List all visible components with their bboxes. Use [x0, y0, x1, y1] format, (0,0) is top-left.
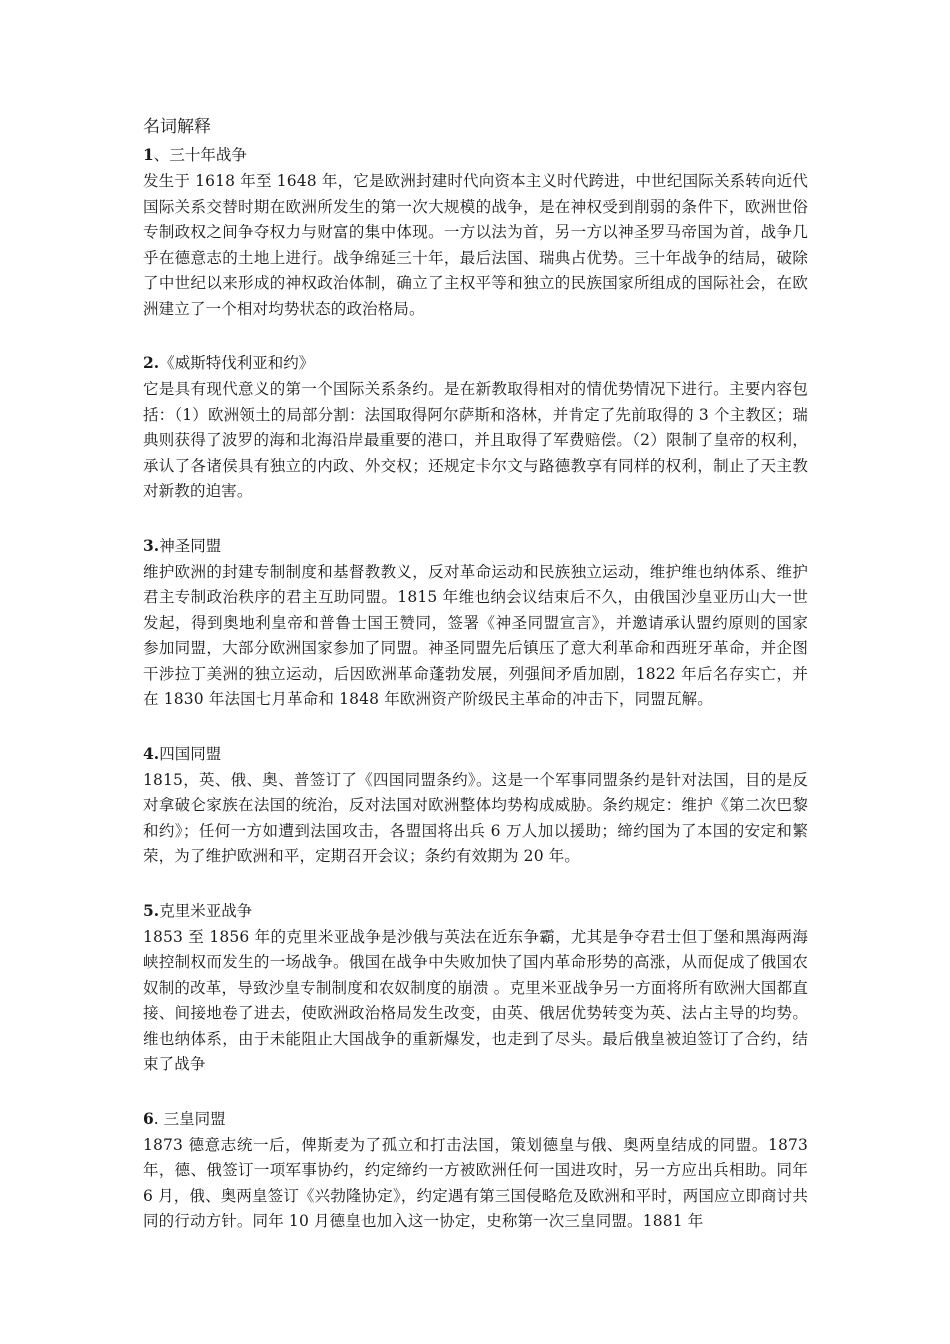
section-heading	[143, 1105, 808, 1133]
section-body: 1873 德意志统一后，俾斯麦为了孤立和打击法国，策划德皇与俄、奥两皇结成的同盟。1873 年，德、俄签订一项军事协约，约定缔约一方被欧洲任何一国进攻时，另一方应出兵相助。同年 6 月，俄、奥两皇签订《兴勃隆协定》，约定遇有第三国侵略危及欧洲和平时，两国应立即商讨共同的行动方针。同年 10 月德皇也加入这一协定，史称第一次三皇同盟。1881 年	[143, 1135, 808, 1230]
document-title: 名词解释	[143, 117, 211, 137]
document-page	[143, 114, 808, 1262]
section-number: 1	[143, 145, 154, 164]
section-crimean-war	[143, 897, 808, 1078]
section-number: 2.	[143, 353, 160, 372]
section-number: 4.	[143, 743, 160, 763]
section-body: 发生于 1618 年至 1648 年，它是欧洲封建时代向资本主义时代跨进，中世纪国际关系转向近代国际关系交替时期在欧洲所发生的第一次大规模的战争，是在神权受到削弱的条件下，欧洲世俗专制政权之间争夺权力与财富的集中体现。一方以法为首，另一方以神圣罗马帝国为首，战争几乎在德意志的土地上进行。战争绵延三十年，最后法国、瑞典占优势。三十年战争的结局，破除了中世纪以来形成的神权政治体制，确立了主权平等和独立的民族国家所组成的国际社会，在欧洲建立了一个相对均势状态的政治格局。	[143, 172, 808, 318]
section-heading	[143, 897, 808, 925]
section-separator: .	[153, 1109, 164, 1128]
section-heading	[143, 141, 808, 169]
section-heading	[143, 532, 808, 560]
section-thirty-years-war	[143, 141, 808, 322]
section-title: 克里米亚战争	[159, 901, 253, 920]
section-three-emperors-league	[143, 1105, 808, 1235]
section-number: 3.	[143, 535, 160, 555]
section-number: 5.	[143, 900, 160, 920]
section-body: 1815，英、俄、奥、普签订了《四国同盟条约》。这是一个军事同盟条约是针对法国，目的是反对拿破仑家族在法国的统治，反对法国对欧洲整体均势构成威胁。条约规定：维护《第二次巴黎和约》；任何一方如遭到法国攻击，各盟国将出兵 6 万人加以援助；缔约国为了本国的安定和繁荣，为了维护欧洲和平，定期召开会议；条约有效期为 20 年。	[143, 770, 808, 865]
section-heading	[143, 740, 808, 768]
section-title: 三十年战争	[169, 146, 247, 164]
section-title: 四国同盟	[159, 744, 222, 763]
section-body: 它是具有现代意义的第一个国际关系条约。是在新教取得相对的情优势情况下进行。主要内容包括：（1）欧洲领土的局部分割：法国取得阿尔萨斯和洛林，并肯定了先前取得的 3 个主教区；瑞典则获得了波罗的海和北海沿岸最重要的港口，并且取得了军费赔偿。（2）限制了皇帝的权利，承认了各诸侯具有独立的内政、外交权；还规定卡尔文与路德教享有同样的权利，制止了天主教对新教的迫害。	[143, 380, 808, 500]
section-body: 维护欧洲的封建专制制度和基督教教义，反对革命运动和民族独立运动，维护维也纳体系、维护君主专制政治秩序的君主互助同盟。1815 年维也纳会议结束后不久，由俄国沙皇亚历山大一世发起，得到奥地利皇帝和普鲁士国王赞同，签署《神圣同盟宣言》，并邀请承认盟约原则的国家参加同盟，大部分欧洲国家参加了同盟。神圣同盟先后镇压了意大利革命和西班牙革命，并企图干涉拉丁美洲的独立运动，后因欧洲革命蓬勃发展，列强间矛盾加剧，1822 年后名存实亡，并在 1830 年法国七月革命和 1848 年欧洲资产阶级民主革命的冲击下，同盟瓦解。	[143, 562, 808, 708]
section-quadruple-alliance	[143, 740, 808, 870]
section-body: 1853 至 1856 年的克里米亚战争是沙俄与英法在近东争霸，尤其是争夺君士但丁堡和黑海两海峡控制权而发生的一场战争。俄国在战争中失败加快了国内革命形势的高涨，从而促成了俄国农奴制的改革，导致沙皇专制制度和农奴制度的崩溃 。克里米亚战争另一方面将所有欧洲大国都直接、间接地卷了进去，使欧洲政治格局发生改变，由英、俄居优势转变为英、法占主导的均势。维也纳体系，由于未能阻止大国战争的重新爆发，也走到了尽头。最后俄皇被迫签订了合约，结束了战争	[143, 927, 808, 1073]
section-title: 《威斯特伐利亚和约》	[159, 354, 315, 372]
section-holy-alliance	[143, 532, 808, 713]
section-title: 神圣同盟	[159, 536, 222, 555]
section-title: 三皇同盟	[163, 1109, 226, 1128]
section-separator: 、	[153, 146, 170, 164]
section-heading	[143, 349, 808, 377]
section-peace-of-westphalia	[143, 349, 808, 505]
section-number: 6	[143, 1108, 154, 1128]
